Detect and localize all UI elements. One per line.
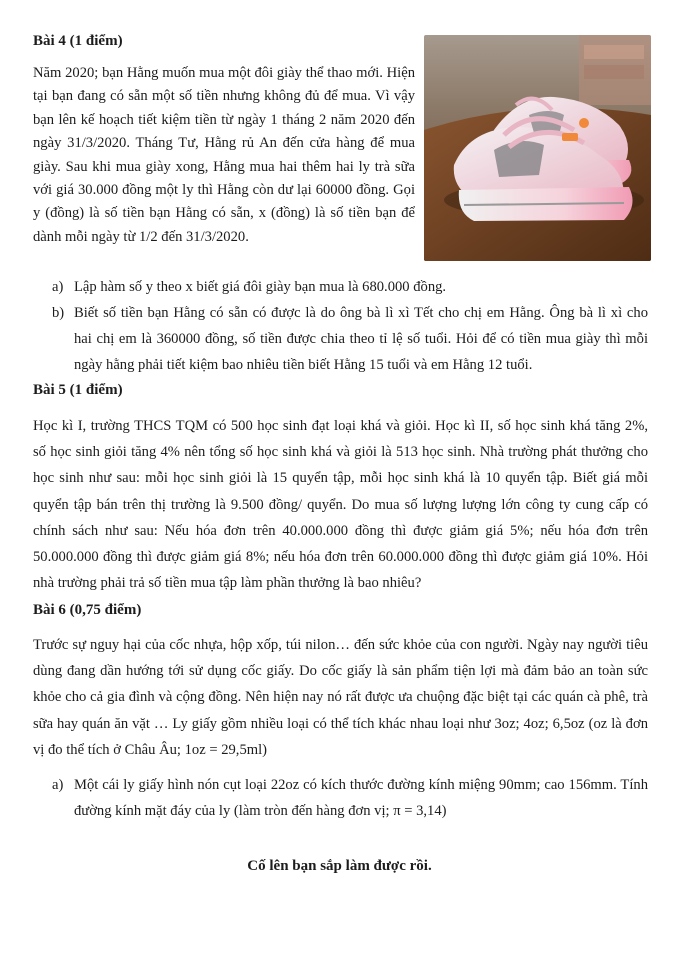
bai4-intro xyxy=(33,62,415,249)
bai4-intro-line: ngày 31/3/2020. Tháng Tư, Hằng rủ An đến cửa hàng để mua xyxy=(33,135,415,152)
item-line: đường kính mặt đáy của ly (làm tròn đến hàng đơn vị; π = 3,14) xyxy=(74,803,447,819)
item-label: b) xyxy=(52,305,65,321)
item-line: hai chị em là 360000 đồng, số tiền được chia theo tỉ lệ số tuổi. Hỏi để có tiền mua giày thì mỗi xyxy=(74,331,648,347)
bai6-line: khỏe cho cả gia đình và cộng đồng. Nên hiện nay nó rất được ưa chuộng đặc biệt tại các quán cà phê, trà xyxy=(33,689,648,706)
bai6-line: Trước sự nguy hại của cốc nhựa, hộp xốp, túi nilon… đến sức khỏe của con người. Ngày nay người tiêu xyxy=(33,637,648,653)
bai5-line: học sinh như sau: mỗi học sinh giỏi là 15 quyển tập, mỗi học sinh khá là 10 quyển tập. Biết giá mỗi xyxy=(33,470,648,487)
bai6-line: vị đo thể tích ở Châu Âu; 1oz = 29,5ml) xyxy=(33,741,268,758)
bai5-line: 50.000.000 đồng thì được giảm giá 8%; nếu hóa đơn trên 60.000.000 đồng thì được giảm giá 10%. Hỏi xyxy=(33,549,648,566)
bai4-heading: Bài 4 (1 điểm) xyxy=(33,33,123,49)
bai5-line: chính sách như sau: Nếu hóa đơn trên 40.000.000 đồng thì được giảm giá 5%; nếu hóa đơn trên xyxy=(33,522,648,539)
bai6-heading: Bài 6 (0,75 điểm) xyxy=(33,602,142,618)
bai4-item-b xyxy=(52,300,648,378)
bai5-heading: Bài 5 (1 điểm) xyxy=(33,382,123,398)
bai4-intro-line: với giá 30.000 đồng một ly thì Hằng còn dư lại 60000 đồng. Gọi xyxy=(33,182,415,199)
bai4-intro-line: giày. Sau khi mua giày xong, Hằng mua hai thêm hai ly trà sữa xyxy=(33,158,415,175)
item-line: ngày hằng phải tiết kiệm bao nhiêu tiền biết Hằng 15 tuổi và em Hằng 12 tuổi. xyxy=(74,357,533,373)
item-text xyxy=(74,300,648,378)
bai5-line: Học kì I, trường THCS TQM có 500 học sinh đạt loại khá và giỏi. Học kì II, số học sinh khá tăng 2%, xyxy=(33,418,648,434)
bai4-intro-line: dành mỗi ngày từ 1/2 đến 31/3/2020. xyxy=(33,228,249,245)
closing-message: Cố lên bạn sắp làm được rồi. xyxy=(247,858,432,874)
bai5-body xyxy=(33,413,648,596)
bai4-intro-line: Năm 2020; bạn Hằng muốn mua một đôi giày thể thao mới. Hiện xyxy=(33,65,415,81)
item-line: Biết số tiền bạn Hằng có sẵn có được là do ông bà lì xì Tết cho chị em Hằng. Ông bà lì xì cho xyxy=(74,305,648,321)
bai5-line: nhà trường phải trả số tiền mua tập làm phần thưởng là bao nhiêu? xyxy=(33,575,422,592)
bai6-body xyxy=(33,632,648,763)
bai5-line: quyển tập bán trên thị trường là 9.500 đồng/ quyển. Do mua số lượng lượng lớn công ty cung cấp có xyxy=(33,496,648,513)
item-label: a) xyxy=(52,279,64,295)
bai5-line: số học sinh giỏi tăng 4% nên tổng số học sinh khá và giỏi là 513 học sinh. Nhà trường phát thưởng cho xyxy=(33,444,648,461)
item-text xyxy=(74,772,648,824)
bai4-intro-line: bạn lên kế hoạch tiết kiệm tiền từ ngày 1 tháng 2 năm 2020 đến xyxy=(33,111,415,128)
item-line: Một cái ly giấy hình nón cụt loại 22oz có kích thước đường kính miệng 90mm; cao 156mm. Tính xyxy=(74,777,648,793)
bai6-line: sữa hay quán ăn vặt … Ly giấy gồm nhiều loại có thể tích khác nhau loại như 3oz; 4oz; 6,5oz (oz là đơn xyxy=(33,715,648,732)
bai6-line: dùng đang dần hướng tới sử dụng cốc giấy. Do cốc giấy là sản phẩm tiện lợi mà đảm bảo an toàn sức xyxy=(33,663,648,680)
bai4-intro-line: y (đồng) là số tiền bạn Hằng có sẵn, x (đồng) là số tiền bạn để xyxy=(33,205,415,222)
item-label: a) xyxy=(52,777,64,793)
sneaker-photo xyxy=(424,35,651,261)
bai4-intro-line: tại bạn đang có sẵn một số tiền nhưng không đủ để mua. Vì vậy xyxy=(33,88,415,105)
bai4-item-a xyxy=(52,274,648,300)
bai6-item-a xyxy=(52,772,648,824)
item-text: Lập hàm số y theo x biết giá đôi giày bạn mua là 680.000 đồng. xyxy=(74,279,447,295)
